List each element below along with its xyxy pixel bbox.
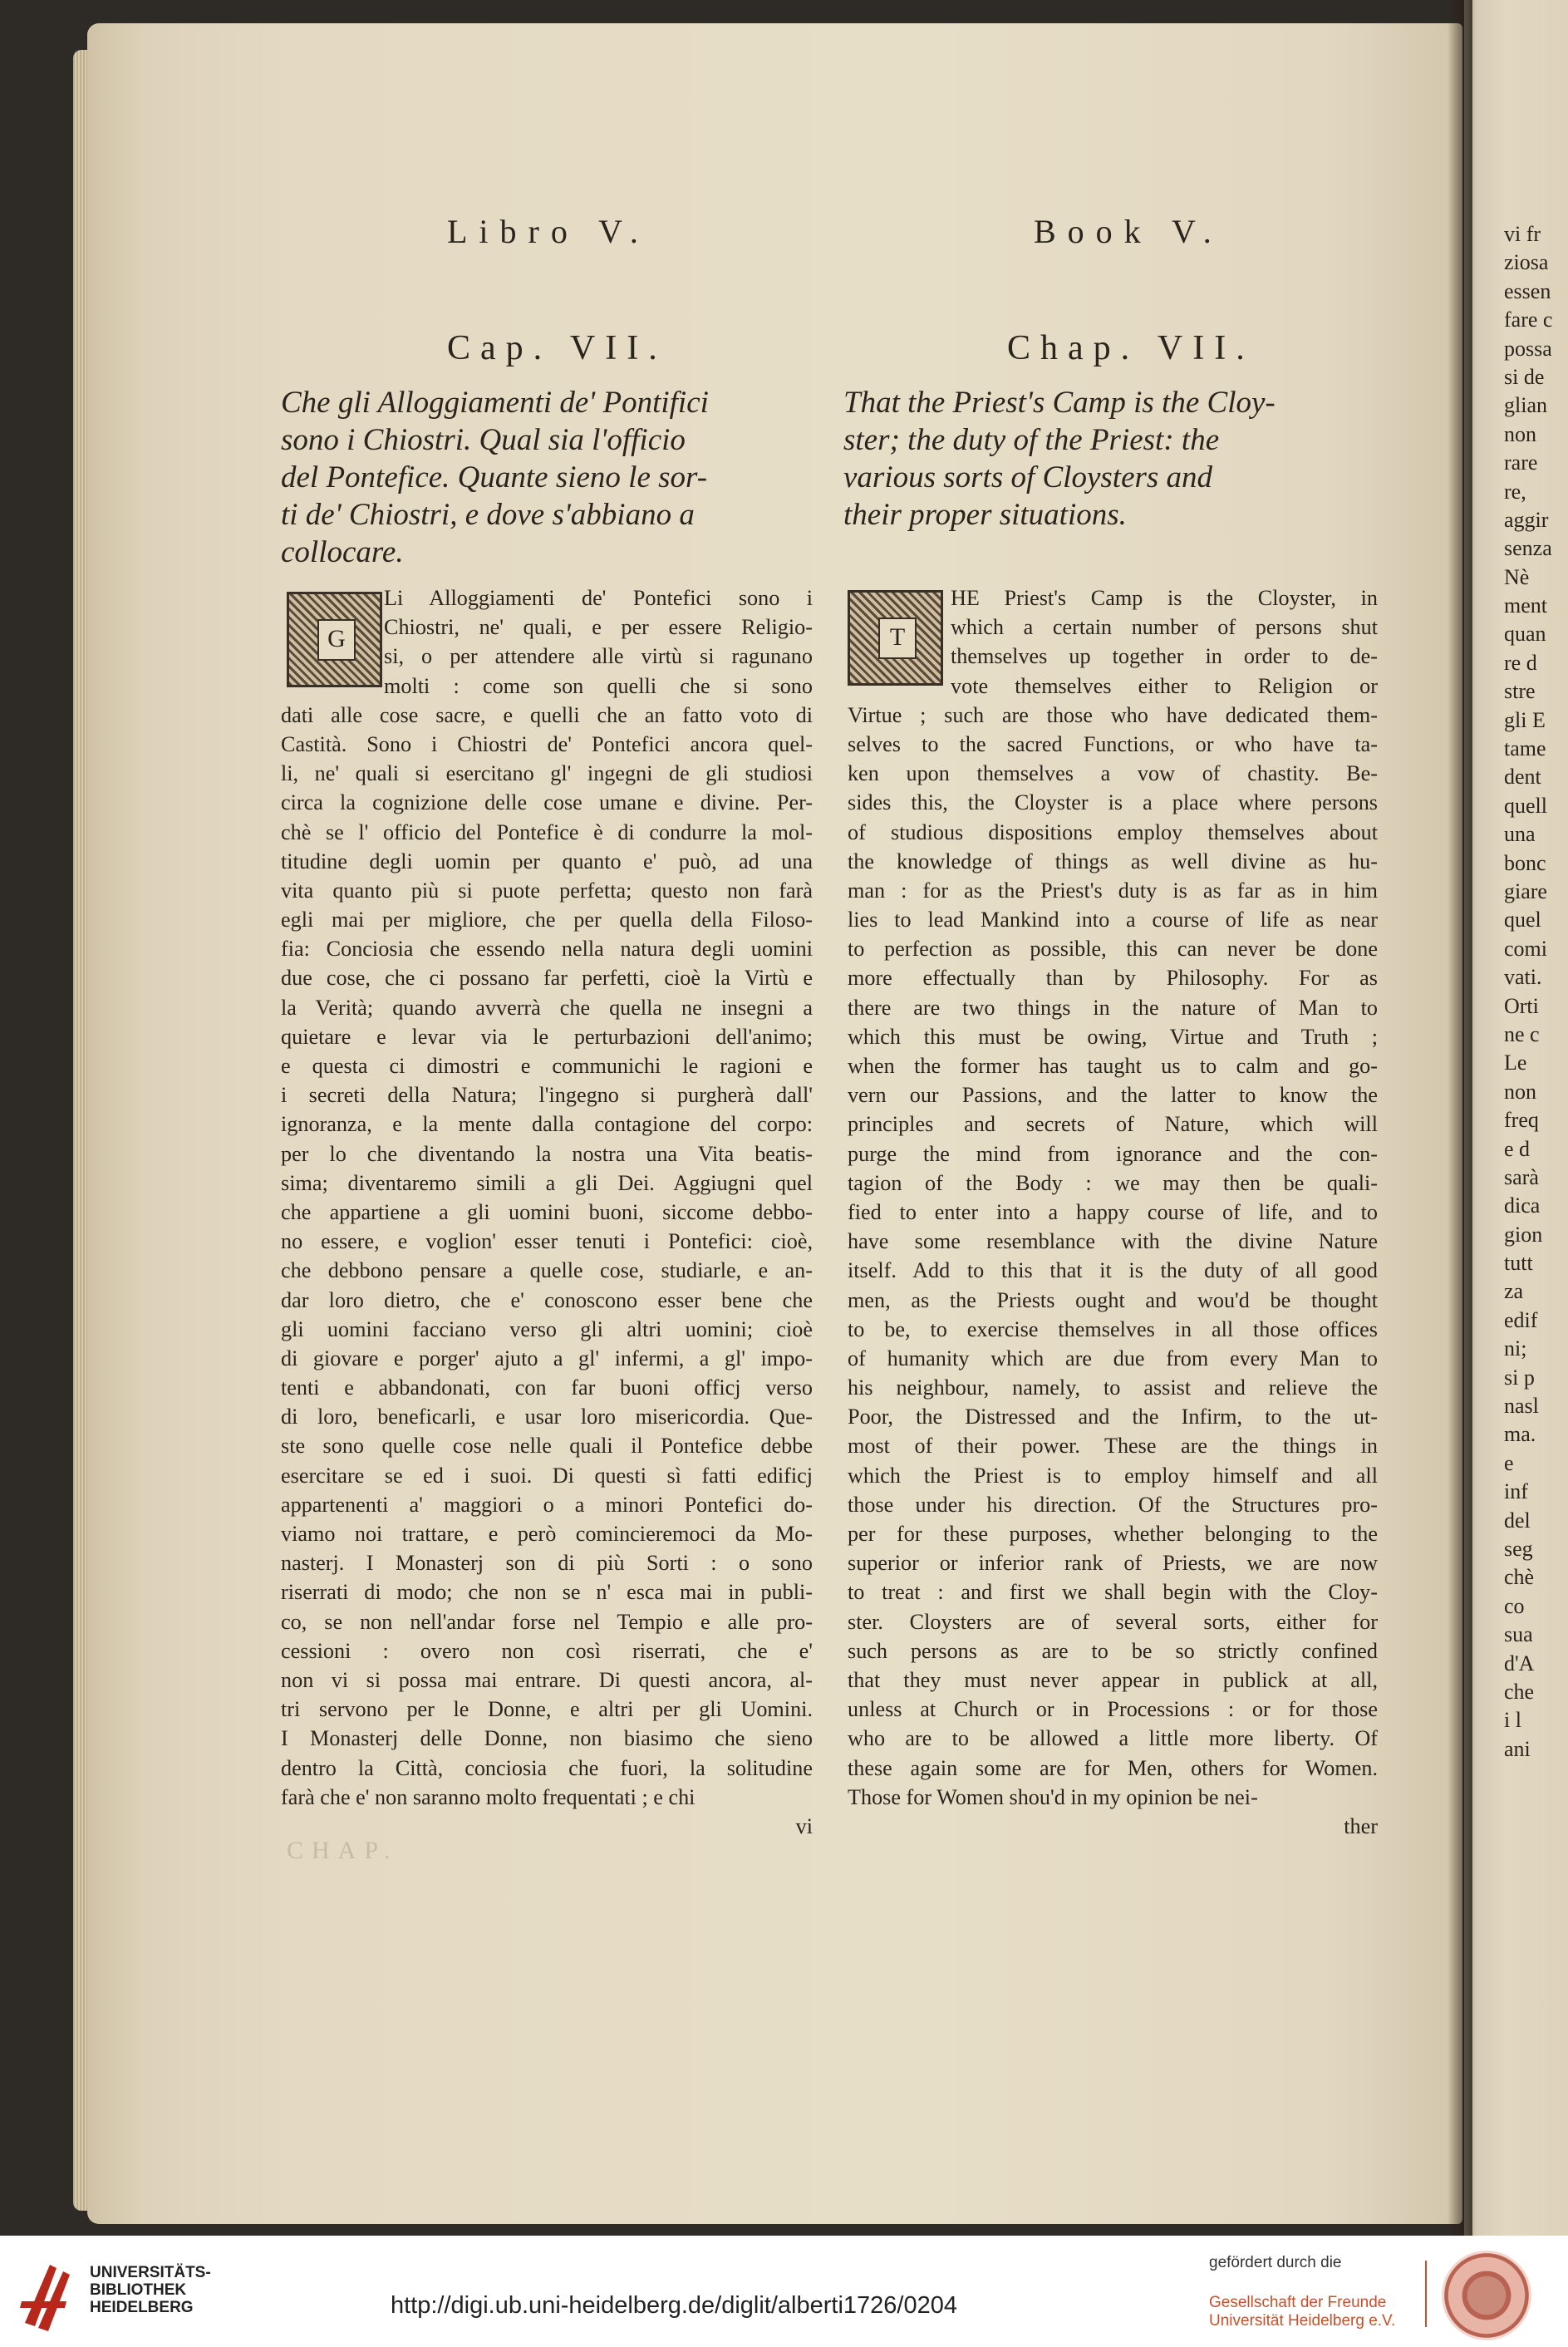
italian-column — [281, 583, 813, 1841]
text-line: tri servono per le Donne, e altri per gli Uomini. — [281, 1697, 813, 1722]
text-line: viamo noi trattare, e però comincieremoci da Mo- — [281, 1522, 813, 1546]
text-fragment: Orti — [1504, 993, 1539, 1018]
text-line: Castità. Sono i Chiostri de' Pontefici ancora quel- — [281, 731, 813, 756]
text-fragment: fare c — [1504, 308, 1553, 332]
text-line: quietare e levar via le perturbazioni dell'animo; — [281, 1024, 813, 1049]
book-gutter — [1448, 0, 1472, 2236]
text-line: Poor, the Distressed and the Infirm, to the ut- — [848, 1405, 1378, 1429]
chapter-head-right: Chap. VII. — [1007, 329, 1255, 367]
text-line: Those for Women shou'd in my opinion be nei- — [848, 1784, 1258, 1809]
text-fragment: quan — [1504, 622, 1546, 647]
text-line: the knowledge of things as well divine as hu- — [848, 849, 1378, 873]
text-line: of humanity which are due from every Man to — [848, 1346, 1378, 1370]
text-line: have some resemblance with the divine Nature — [848, 1229, 1378, 1254]
text-fragment: senza — [1504, 536, 1552, 561]
text-line: to be, to exercise themselves in all those offices — [848, 1316, 1378, 1341]
text-fragment: vati. — [1504, 965, 1542, 990]
text-fragment: tame — [1504, 736, 1546, 761]
text-fragment: una — [1504, 822, 1536, 847]
text-line: chè se l' officio del Pontefice è di condurre la mol- — [281, 819, 813, 844]
sponsor-label: gefördert durch die — [1209, 2254, 1342, 2271]
title-line: sono i Chiostri. Qual sia l'officio — [281, 423, 686, 457]
title-line: ti de' Chiostri, e dove s'abbiano a — [281, 498, 695, 532]
title-line: Che gli Alloggiamenti de' Pontifici — [281, 386, 709, 420]
text-fragment: gion — [1504, 1222, 1543, 1247]
running-head-left: Libro V. — [447, 213, 650, 250]
text-line: superior or inferior rank of Priests, we are now — [848, 1551, 1378, 1576]
text-line: I Monasterj delle Donne, non biasimo che sieno — [281, 1726, 813, 1751]
text-line: fied to enter into a happy course of life, and to — [848, 1199, 1378, 1224]
sponsor-name — [1209, 2294, 1395, 2330]
text-line: principles and secrets of Nature, which will — [848, 1112, 1378, 1137]
text-line: gli uomini facciano verso gli altri uomini; cioè — [281, 1316, 813, 1341]
text-line: that they must never appear in publick at all, — [848, 1667, 1378, 1692]
text-fragment: si de — [1504, 364, 1545, 389]
text-line: dentro la Città, conciosia che fuori, la solitudine — [281, 1755, 813, 1780]
text-fragment: giare — [1504, 878, 1547, 903]
footer-divider — [1425, 2261, 1427, 2327]
text-fragment: za — [1504, 1279, 1524, 1304]
text-fragment: dent — [1504, 765, 1541, 790]
text-line: vote themselves either to Religion or — [951, 673, 1378, 698]
text-line: sides this, the Cloyster is a place where persons — [848, 790, 1378, 815]
text-line: di giovare e porger' ajuto a gl' infermi, a gl' impo- — [281, 1346, 813, 1370]
sponsor-name-line: Universität Heidelberg e.V. — [1209, 2312, 1396, 2330]
text-line: due cose, che ci possano far perfetti, cioè la Virtù e — [281, 966, 813, 991]
text-line: these again some are for Men, others for Women. — [848, 1755, 1378, 1780]
text-line: per for these purposes, whether belonging to the — [848, 1522, 1378, 1546]
text-line: purge the mind from ignorance and the con- — [848, 1141, 1378, 1166]
text-line: farà che e' non saranno molto frequentati ; e chi — [281, 1784, 696, 1809]
text-fragment: glian — [1504, 393, 1547, 418]
text-fragment: inf — [1504, 1479, 1528, 1504]
text-fragment: ma. — [1504, 1422, 1536, 1447]
text-line: ignoranza, e la mente dalla contagione del corpo: — [281, 1112, 813, 1137]
text-line: cessioni : overo non così riserrati, che e' — [281, 1638, 813, 1663]
text-line: Li Alloggiamenti de' Pontefici sono i — [384, 586, 813, 610]
initial-letter: G — [317, 619, 356, 661]
text-fragment: seg — [1504, 1536, 1533, 1561]
text-fragment: quel — [1504, 908, 1541, 932]
text-fragment: edif — [1504, 1307, 1538, 1332]
text-fragment: ne c — [1504, 1021, 1540, 1046]
text-line: HE Priest's Camp is the Cloyster, in — [951, 586, 1378, 610]
text-line: his neighbour, namely, to assist and relieve the — [848, 1375, 1378, 1400]
text-fragment: ment — [1504, 593, 1547, 618]
text-line: themselves up together in order to de- — [951, 644, 1378, 669]
text-line: dati alle cose sacre, e quelli che an fatto voto di — [281, 702, 813, 727]
text-fragment: dica — [1504, 1193, 1541, 1218]
running-head-right: Book V. — [1034, 213, 1223, 250]
text-line: i secreti della Natura; l'ingegno si purgherà dall' — [281, 1083, 813, 1108]
next-page-text-fragment — [1504, 220, 1552, 1764]
text-fragment: ani — [1504, 1736, 1531, 1761]
text-line: tenti e abbandonati, con far buoni officj verso — [281, 1375, 813, 1400]
text-line: Virtue ; such are those who have dedicated them- — [848, 702, 1378, 727]
text-fragment: nasl — [1504, 1394, 1539, 1419]
text-line: circa la cognizione delle cose umane e divine. Per- — [281, 790, 813, 815]
viewer-footer — [0, 2236, 1568, 2347]
text-line: egli mai per migliore, che per quella della Filoso- — [281, 908, 813, 932]
text-fragment: tutt — [1504, 1251, 1533, 1276]
text-line: che debbono pensare a quelle cose, studiarle, e an- — [281, 1258, 813, 1283]
chapter-title-italian — [281, 384, 709, 571]
text-line: sima; diventaremo simili a gli Dei. Aggiugni quel — [281, 1170, 813, 1195]
text-fragment: quell — [1504, 793, 1547, 818]
text-line: li, ne' quali si esercitano gl' ingegni de gli studiosi — [281, 761, 813, 786]
text-line: riserrati di modo; che non se n' esca mai in publi- — [281, 1580, 813, 1605]
text-line: those under his direction. Of the Structures pro- — [848, 1492, 1378, 1517]
text-fragment: possa — [1504, 336, 1552, 361]
university-library-logo-icon — [17, 2256, 81, 2333]
text-fragment: d'A — [1504, 1651, 1535, 1675]
title-line: ster; the duty of the Priest: the — [843, 423, 1220, 457]
show-through-text: CHAP. — [287, 1837, 399, 1864]
text-line: selves to the sacred Functions, or who have ta- — [848, 731, 1378, 756]
sponsor-name-line: Gesellschaft der Freunde — [1209, 2294, 1387, 2311]
text-line: of studious dispositions employ themselves about — [848, 819, 1378, 844]
chapter-head-left: Cap. VII. — [447, 329, 667, 367]
text-fragment: si p — [1504, 1365, 1535, 1390]
text-line: more effectually than by Philosophy. For as — [848, 966, 1378, 991]
text-line: to treat : and first we shall begin with the Cloy- — [848, 1580, 1378, 1605]
text-line: vi — [795, 1813, 813, 1838]
text-fragment: aggir — [1504, 507, 1549, 532]
text-line: lies to lead Mankind into a course of life as near — [848, 908, 1378, 932]
text-line: such persons as are to be so strictly confined — [848, 1638, 1378, 1663]
text-line: ther — [1344, 1813, 1378, 1838]
text-line: si, o per attendere alle virtù si ragunano — [384, 644, 813, 669]
text-line: which a certain number of persons shut — [951, 615, 1378, 640]
text-line: which this must be owing, Virtue and Truth ; — [848, 1024, 1378, 1049]
text-fragment: rare — [1504, 450, 1538, 475]
text-fragment: essen — [1504, 278, 1551, 303]
text-line: ste sono quelle cose nelle quali il Pontefice debbe — [281, 1434, 813, 1459]
text-line: e questa ci dimostri e communichi le ragioni e — [281, 1054, 813, 1078]
text-line: man : for as the Priest's duty is as far as in him — [848, 878, 1378, 903]
institution-name-line: BIBLIOTHEK — [90, 2281, 187, 2299]
university-seal-icon — [1442, 2251, 1531, 2340]
text-line: di loro, beneficarli, e usar loro misericordia. Que- — [281, 1405, 813, 1429]
text-line: co, se non nell'andar forse nel Tempio e alle pro- — [281, 1609, 813, 1634]
text-line: no essere, e voglion' esser tenuti i Pontefici: cioè, — [281, 1229, 813, 1254]
text-fragment: re d — [1504, 650, 1537, 675]
text-fragment: comi — [1504, 936, 1547, 961]
text-line: per lo che diventando la nostra una Vita beatis- — [281, 1141, 813, 1166]
text-line: nasterj. I Monasterj son di più Sorti : o sono — [281, 1551, 813, 1576]
text-line: titudine degli uomin per quanto e' può, ad una — [281, 849, 813, 873]
text-fragment: ziosa — [1504, 250, 1549, 275]
text-fragment: co — [1504, 1593, 1525, 1618]
text-fragment: stre — [1504, 679, 1536, 704]
text-line: who are to be allowed a little more liberty. Of — [848, 1726, 1378, 1751]
title-line: various sorts of Cloysters and — [843, 460, 1213, 494]
text-line: dar loro dietro, che e' conoscono esser bene che — [281, 1287, 813, 1312]
text-line: molti : come son quelli che si sono — [384, 673, 813, 698]
text-line: esercitare se ed i suoi. Di questi sì fatti edificj — [281, 1463, 813, 1488]
text-line: to perfection as possible, this can never be done — [848, 937, 1378, 962]
text-fragment: chè — [1504, 1565, 1535, 1590]
text-line: itself. Add to this that it is the duty of all good — [848, 1258, 1378, 1283]
chapter-title-english — [843, 384, 1276, 534]
text-line: vita quanto più si puote perfetta; questo non farà — [281, 878, 813, 903]
text-line: there are two things in the nature of Man to — [848, 995, 1378, 1020]
text-line: appartenenti a' maggiori o a minori Pontefici do- — [281, 1492, 813, 1517]
text-fragment: i l — [1504, 1708, 1521, 1733]
text-fragment: bonc — [1504, 850, 1546, 875]
text-line: men, as the Priests ought and wou'd be thought — [848, 1287, 1378, 1312]
text-line: non vi si possa mai entrare. Di questi ancora, al- — [281, 1667, 813, 1692]
initial-letter: T — [878, 618, 917, 659]
text-fragment: che — [1504, 1679, 1535, 1704]
text-fragment: non — [1504, 421, 1536, 446]
text-fragment: ni; — [1504, 1336, 1527, 1361]
text-line: when the former has taught us to calm and go- — [848, 1054, 1378, 1078]
title-line: That the Priest's Camp is the Cloy- — [843, 386, 1276, 420]
text-line: ster. Cloysters are of several sorts, either for — [848, 1609, 1378, 1634]
text-line: che appartiene a gli uomini buoni, siccome debbo- — [281, 1199, 813, 1224]
text-fragment: vi fr — [1504, 222, 1541, 246]
text-fragment: e d — [1504, 1136, 1531, 1161]
text-fragment: freq — [1504, 1108, 1539, 1133]
text-fragment: sarà — [1504, 1164, 1539, 1189]
english-column — [848, 583, 1378, 1841]
permalink-url[interactable]: http://digi.ub.uni-heidelberg.de/diglit/alberti1726/0204 — [391, 2292, 957, 2319]
text-line: tagion of the Body : we may then be quali- — [848, 1170, 1378, 1195]
text-fragment: Nè — [1504, 564, 1530, 589]
institution-name — [90, 2264, 211, 2316]
text-fragment: del — [1504, 1508, 1531, 1533]
title-line: their proper situations. — [843, 498, 1127, 532]
institution-name-line: UNIVERSITÄTS- — [90, 2264, 211, 2281]
title-line: collocare. — [281, 535, 404, 569]
title-line: del Pontefice. Quante sieno le sor- — [281, 460, 708, 494]
text-line: la Verità; quando avverrà che quella ne insegni a — [281, 995, 813, 1020]
text-fragment: Le — [1504, 1050, 1527, 1075]
text-line: vern our Passions, and the latter to know the — [848, 1083, 1378, 1108]
text-line: which the Priest is to employ himself and all — [848, 1463, 1378, 1488]
text-line: unless at Church or in Processions : or for those — [848, 1697, 1378, 1722]
text-line: ken upon themselves a vow of chastity. Be- — [848, 761, 1378, 786]
text-line: most of their power. These are the things in — [848, 1434, 1378, 1459]
text-fragment: gli E — [1504, 707, 1546, 732]
text-fragment: non — [1504, 1079, 1536, 1104]
text-line: fia: Conciosia che essendo nella natura degli uomini — [281, 937, 813, 962]
text-fragment: sua — [1504, 1622, 1533, 1647]
institution-name-line: HEIDELBERG — [90, 2299, 194, 2316]
text-fragment: re, — [1504, 479, 1526, 504]
text-line: Chiostri, ne' quali, e per essere Religio- — [384, 615, 813, 640]
text-fragment: e — [1504, 1450, 1514, 1475]
